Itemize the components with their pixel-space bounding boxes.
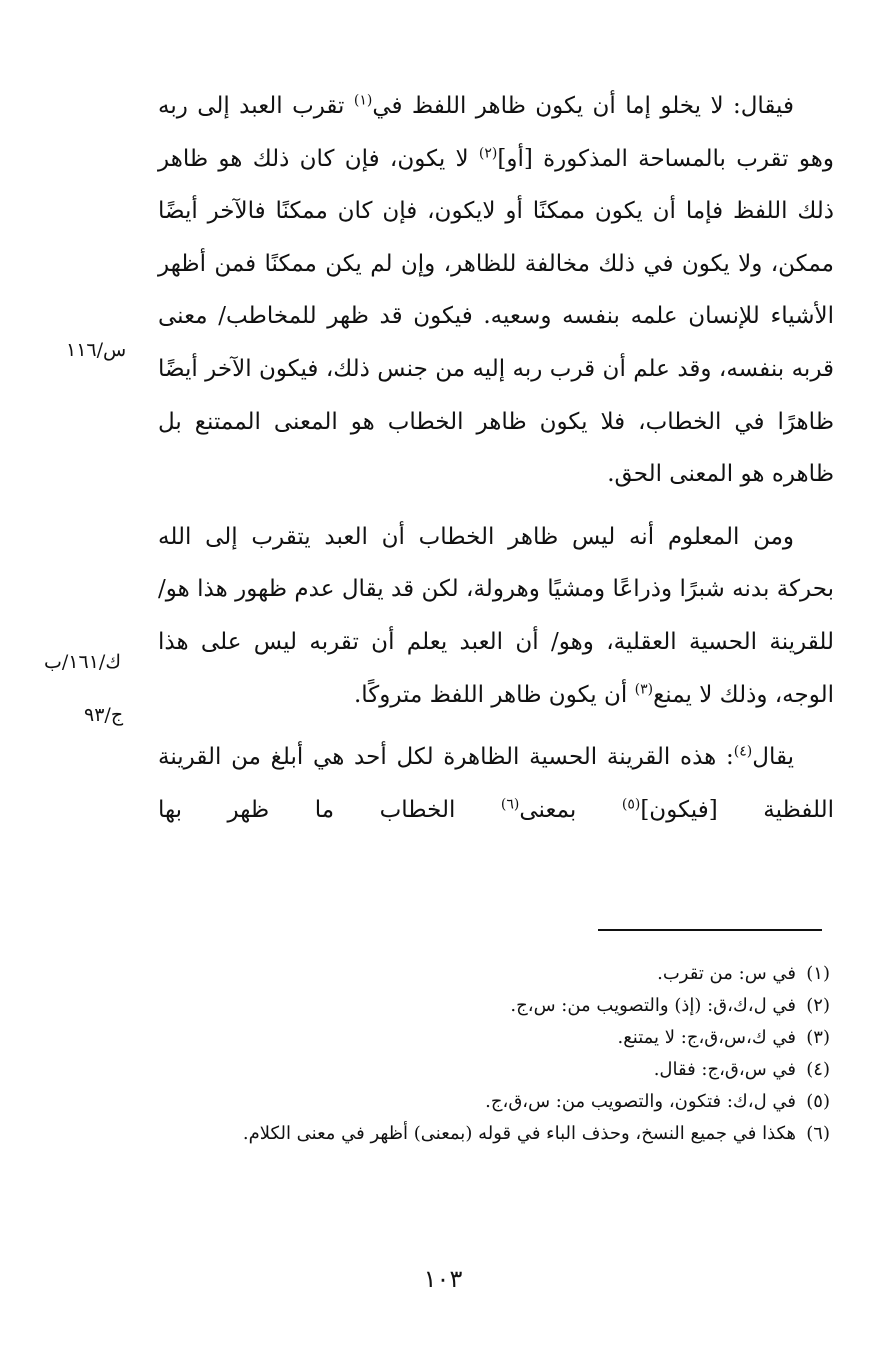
footnote-ref-1[interactable]: (١) <box>353 92 373 109</box>
footnote-separator <box>598 929 822 931</box>
footnote-2 <box>120 990 830 1022</box>
footnote-4 <box>120 1054 830 1086</box>
footnote-number: (٢) <box>806 995 830 1016</box>
text-run: الخطاب ما ظهر بها <box>158 796 501 823</box>
text-run: أن يكون ظاهر اللفظ متروكًا. <box>353 681 635 708</box>
footnote-number: (٣) <box>806 1027 830 1048</box>
footnote-number: (٦) <box>806 1123 830 1144</box>
footnotes <box>120 958 830 1150</box>
text-run: فيقال: لا يخلو إما أن يكون ظاهر اللفظ في <box>372 93 794 119</box>
footnote-text: في ل،ك،ق: (إذ) والتصويب من: س،ج. <box>510 995 796 1016</box>
text-run: تقرب العبد إلى ربه وهو تقرب بالمساحة المذكورة [أو] <box>158 93 834 172</box>
footnote-6 <box>120 1118 830 1150</box>
footnote-ref-3[interactable]: (٣) <box>634 680 654 697</box>
footnote-5 <box>120 1086 830 1118</box>
footnote-text: في س،ق،ج: فقال. <box>653 1059 796 1080</box>
footnote-text: في س: من تقرب. <box>657 963 796 984</box>
margin-note-j93: ج/٩٣ <box>84 704 124 726</box>
footnote-ref-6[interactable]: (٦) <box>500 796 520 813</box>
paragraph-3 <box>158 731 834 836</box>
footnote-ref-5[interactable]: (٥) <box>621 796 641 813</box>
footnote-1 <box>120 958 830 990</box>
text-run: ومن المعلوم أنه ليس ظاهر الخطاب أن العبد يتقرب إلى الله بحركة بدنه شبرًا وذراعًا ومشيًا وهرولة، لكن قد يقال عدم ظهور هذا هو/ للقرينة الحسية العقلية، وهو/ أن العبد يعلم أن تقربه ليس على هذا الوجه، وذلك لا يمنع <box>158 523 834 708</box>
main-text <box>158 80 834 836</box>
text-run: يقال <box>752 744 794 771</box>
text-run: : هذه القرينة الحسية الظاهرة لكل أحد هي أبلغ من القرينة اللفظية [فيكون] <box>158 744 835 823</box>
footnote-number: (٤) <box>806 1059 830 1080</box>
footnote-text: هكذا في جميع النسخ، وحذف الباء في قوله (بمعنى) أظهر في معنى الكلام. <box>242 1123 796 1144</box>
text-run: لا يكون، فإن كان ذلك هو ظاهر ذلك اللفظ فإما أن يكون ممكنًا أو لايكون، فإن كان ممكنًا فالآخر أيضًا ممكن، ولا يكون في ذلك مخالفة للظاهر، وإن لم يكن ممكنًا فمن أظهر الأشياء للإنسان علمه بنفسه وسعيه. فيكون قد ظهر للمخاطب/ معنى قربه بنفسه، وقد علم أن قرب ربه إليه من جنس ذلك، فيكون الآخر أيضًا ظاهرًا في الخطاب، فلا يكون ظاهر الخطاب هو المعنى الممتنع بل ظاهره هو المعنى الحق. <box>158 145 834 488</box>
margin-note-k161b: ك/١٦١/ب <box>44 651 121 673</box>
footnote-text: في ك،س،ق،ج: لا يمتنع. <box>617 1027 796 1048</box>
footnote-text: في ل،ك: فتكون، والتصويب من: س،ق،ج. <box>485 1091 796 1112</box>
footnote-ref-4[interactable]: (٤) <box>733 743 753 760</box>
footnote-3 <box>120 1022 830 1054</box>
paragraph-2 <box>158 511 834 721</box>
footnote-number: (١) <box>806 963 830 984</box>
text-run: بمعنى <box>519 796 622 823</box>
paragraph-1 <box>158 80 834 501</box>
footnote-ref-2[interactable]: (٢) <box>478 144 498 161</box>
page-number: ١٠٣ <box>423 1265 463 1293</box>
margin-note-s116: س/١١٦ <box>66 339 127 361</box>
footnote-number: (٥) <box>806 1091 830 1112</box>
